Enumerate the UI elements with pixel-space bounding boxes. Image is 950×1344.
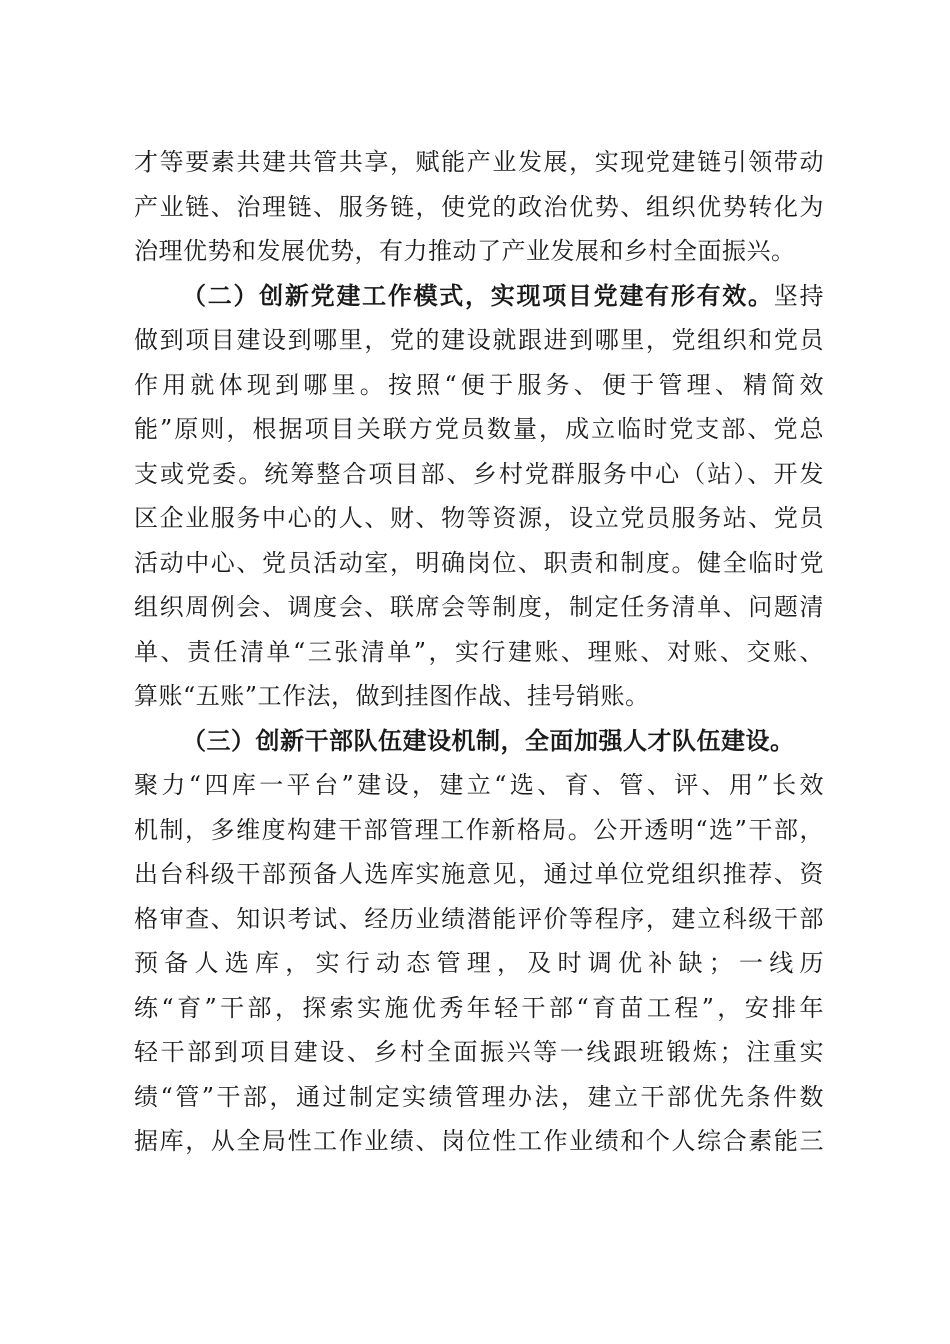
text-line: 轻干部到项目建设、乡村全面振兴等一线跟班锻炼；注重实 [134,1038,824,1066]
paragraph-first-line [134,274,824,319]
paragraph-first-line [134,719,824,764]
text-line: 才等要素共建共管共享，赋能产业发展，实现党建链引领带动 [134,148,824,176]
section-heading-2: （二）创新党建工作模式，实现项目党建有形有效。 [182,280,774,310]
text-line: 组织周例会、调度会、联席会等制度，制定任务清单、问题清 [134,593,824,621]
text-line: 作用就体现到哪里。按照“便于服务、便于管理、精简效 [134,370,824,399]
text-line: 做到项目建设到哪里，党的建设就跟进到哪里，党组织和党员 [134,326,824,354]
section-heading-3: （三）创新干部队伍建设机制，全面加强人才队伍建设。 [182,725,795,755]
text-line: 算账“五账”工作法，做到挂图作战、挂号销账。 [134,682,650,710]
text-line: 绩“管”干部，通过制定实绩管理办法，建立干部优先条件数 [134,1082,824,1111]
text-line: 据库，从全局性工作业绩、岗位性工作业绩和个人综合素能三 [134,1127,824,1155]
text-line: 出台科级干部预备人选库实施意见，通过单位党组织推荐、资 [134,860,824,888]
text-line: 练“育”干部，探索实施优秀年轻干部“育苗工程”，安排年 [134,993,824,1022]
text-line: 聚力“四库一平台”建设，建立“选、育、管、评、用”长效 [134,771,824,799]
text-line: 预备人选库，实行动态管理，及时调优补缺；一线历 [134,949,824,977]
paragraph-3 [134,719,824,1164]
heading-continuation: 坚持 [773,281,825,310]
text-line: 支或党委。统筹整合项目部、乡村党群服务中心（站）、开发 [134,459,824,488]
text-line: 区企业服务中心的人、财、物等资源，设立党员服务站、党员 [134,504,824,532]
text-line: 格审查、知识考试、经历业绩潜能评价等程序，建立科级干部 [134,904,824,933]
paragraph-1 [134,140,824,274]
text-line: 活动中心、党员活动室，明确岗位、职责和制度。健全临时党 [134,548,824,577]
document-body [134,140,824,1164]
text-line: 机制，多维度构建干部管理工作新格局。公开透明“选”干部， [134,815,824,844]
text-line: 单、责任清单“三张清单”，实行建账、理账、对账、交账、 [134,637,824,666]
paragraph-2 [134,274,824,719]
text-line: 产业链、治理链、服务链，使党的政治优势、组织优势转化为 [134,192,824,221]
text-line: 治理优势和发展优势，有力推动了产业发展和乡村全面振兴。 [134,237,796,265]
text-line: 能”原则，根据项目关联方党员数量，成立临时党支部、党总 [134,415,824,443]
